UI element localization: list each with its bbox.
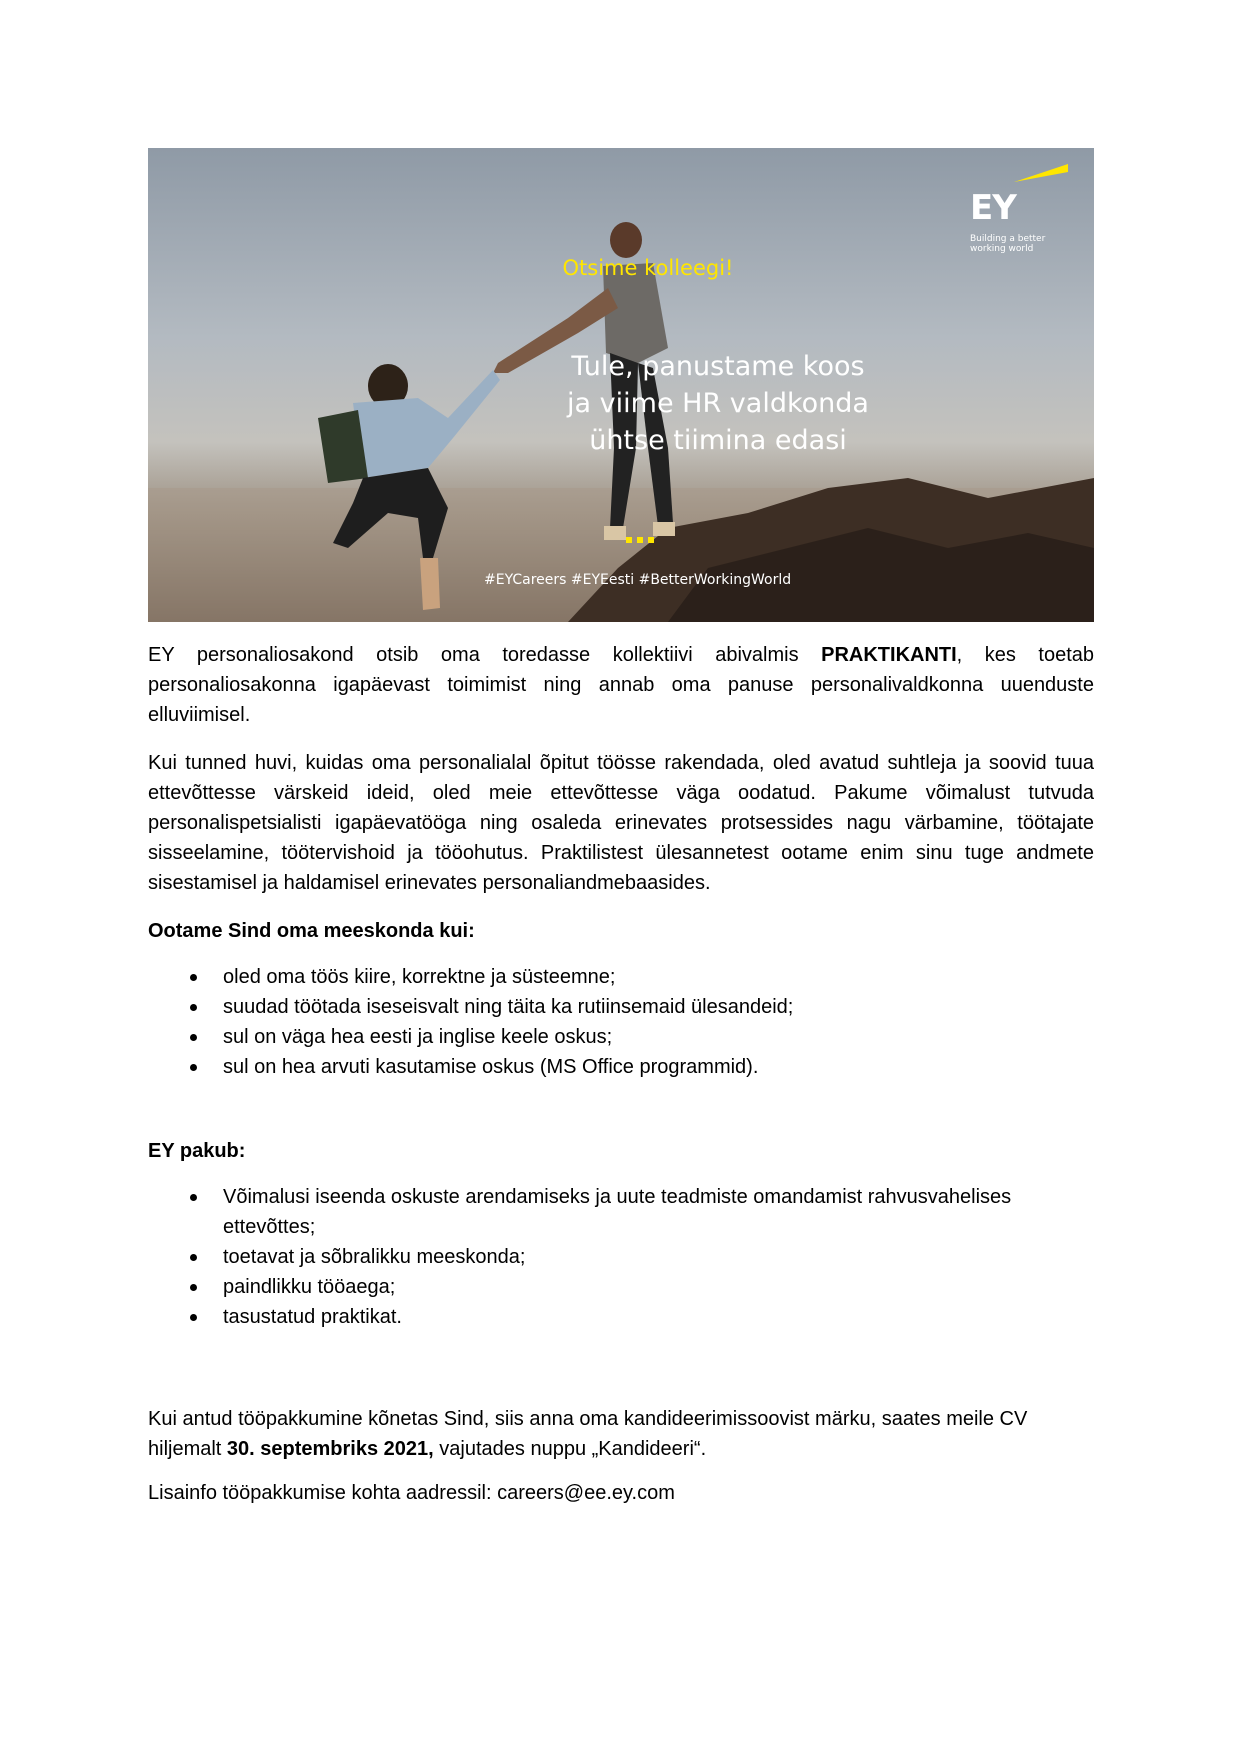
list-item: sul on hea arvuti kasutamise oskus (MS Office programmid).	[148, 1052, 1094, 1082]
list-item: Võimalusi iseenda oskuste arendamiseks ja uute teadmiste omandamist rahvusvahelises ettevõttes;	[148, 1182, 1043, 1242]
apply-text-end: vajutades nuppu „Kandideeri“.	[433, 1438, 707, 1460]
apply-paragraph	[148, 1404, 1094, 1464]
list-item: paindlikku tööaega;	[148, 1272, 1094, 1302]
banner-kicker: Otsime kolleegi!	[562, 256, 734, 280]
hero-banner	[148, 148, 1094, 622]
list-item: suudad töötada iseseisvalt ning täita ka rutiinsemaid ülesandeid;	[148, 992, 1094, 1022]
requirements-heading: Ootame Sind oma meeskonda kui:	[148, 920, 475, 942]
ey-logo-text: EY	[970, 188, 1016, 228]
description-paragraph: Kui tunned huvi, kuidas oma personalialal õpitut töösse rakendada, oled avatud suhtleja ja soovid tuua ettevõttesse värskeid ideid, oled meie ettevõttesse väga oodatud. Pakume võimalust tutvuda personalispetsialisti igapäevatööga ning osaleda erinevates protsessides nagu värbamine, töötajate sisseelamine, töötervishoid ja tööohutus. Praktilistest ülesannetest ootame enim sinu tuge andmete sisestamisel ja haldamisel erinevates personaliandmebaasides.	[148, 752, 1094, 894]
ey-logo-tagline: Building a better working world	[970, 234, 1046, 254]
offer-list	[148, 1182, 1094, 1332]
intro-highlight: PRAKTIKANTI	[821, 644, 957, 666]
list-item: sul on väga hea eesti ja inglise keele oskus;	[148, 1022, 1094, 1052]
banner-headline: Tule, panustame koos ja viime HR valdkonda ühtse tiimina edasi	[567, 351, 869, 456]
contact-paragraph: Lisainfo tööpakkumise kohta aadressil: careers@ee.ey.com	[148, 1482, 675, 1504]
list-item: toetavat ja sõbralikku meeskonda;	[148, 1242, 1094, 1272]
offer-heading: EY pakub:	[148, 1140, 246, 1162]
intro-paragraph	[148, 640, 1094, 730]
intro-text-end: , kes toetab personaliosakonna igapäevast toimimist ning annab oma panuse personalivaldkonna uuenduste elluviimisel.	[148, 644, 1095, 726]
list-item: tasustatud praktikat.	[148, 1302, 1094, 1332]
intro-text-start: EY personaliosakond otsib oma toredasse kollektiivi abivalmis	[148, 644, 822, 666]
banner-dots-decoration	[626, 530, 659, 548]
requirements-list	[148, 962, 1094, 1082]
apply-text-start: Kui antud tööpakkumine kõnetas Sind, siis anna oma kandideerimissoovist märku, saates meile CV hiljemalt	[148, 1408, 1028, 1460]
job-posting-page	[148, 148, 1095, 1504]
apply-deadline: 30. septembriks 2021,	[226, 1438, 434, 1460]
banner-hashtags: #EYCareers #EYEesti #BetterWorkingWorld	[484, 572, 792, 588]
list-item: oled oma töös kiire, korrektne ja süsteemne;	[148, 962, 1094, 992]
